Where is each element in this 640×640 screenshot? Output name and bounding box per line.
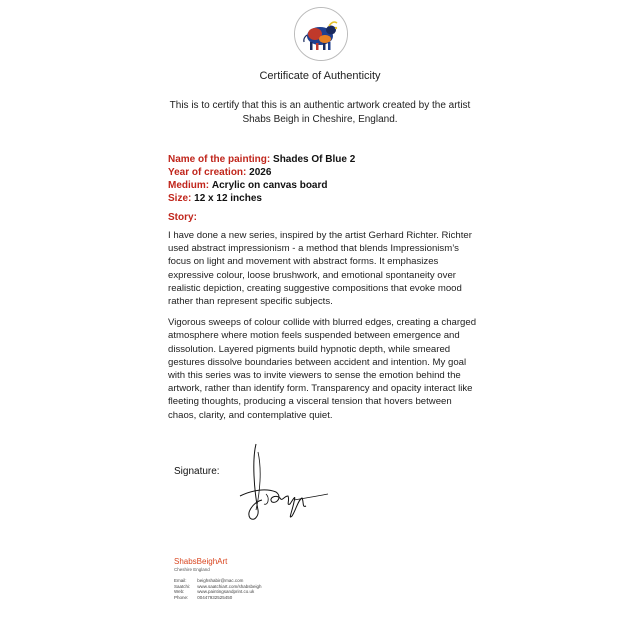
contact-details (174, 578, 262, 600)
certificate-intro (150, 99, 490, 127)
brand-location: Cheshire England (174, 567, 210, 572)
painting-colon: : (266, 154, 271, 165)
story-body (168, 229, 480, 430)
handwritten-signature (232, 440, 332, 530)
email-key: Email: (174, 578, 187, 583)
saatchi-key: Saatchi: (174, 583, 191, 589)
size-row (168, 192, 355, 205)
year-label: Year of creation (168, 167, 244, 178)
artwork-details (168, 153, 355, 205)
size-label: Size (168, 193, 189, 204)
web-key: Web: (174, 589, 185, 595)
contact-row-phone (174, 595, 262, 601)
phone-value: 00447932525450 (197, 594, 233, 600)
saatchi-value[interactable]: www.saatchiart.com/shabsbeigh (197, 583, 262, 589)
year-row (168, 166, 355, 179)
phone-key: Phone: (174, 594, 189, 600)
size-value: 12 x 12 inches (194, 193, 262, 204)
email-value[interactable]: beighshabir@mac.com (197, 578, 244, 583)
story-heading (168, 212, 197, 223)
medium-row (168, 179, 355, 192)
story-label: Story (168, 212, 194, 223)
brand-name: ShabsBeighArt (174, 557, 228, 566)
intro-line-1: This is to certify that this is an authentic artwork created by the artist (169, 100, 471, 111)
medium-value: Acrylic on canvas board (211, 180, 328, 191)
painting-name-value: Shades Of Blue 2 (273, 154, 356, 165)
painting-name-label: Name of the painting (168, 154, 267, 165)
certificate-title: Certificate of Authenticity (259, 70, 381, 82)
medium-label: Medium: (168, 180, 210, 191)
story-paragraph-2: Vigorous sweeps of colour collide with blurred edges, creating a charged atmosphere where motion feels suspended between emergence and dissolution. Layered pigments build hypnotic depth, while smeared gestures dissolve boundaries between accident and intention. My goal with this series was to invite viewers to sense the emotion behind the artwork, rather than identify form. Transparency and opacity interact like fleeting thoughts, producing a visceral tension that hovers between chaos, clarity, and contemplative quiet. (168, 317, 477, 421)
web-value[interactable]: www.paintingsandprint.co.uk (197, 589, 255, 595)
size-colon: : (188, 193, 192, 204)
intro-line-2: Shabs Beigh in Cheshire, England. (242, 114, 398, 125)
story-paragraph-1: I have done a new series, inspired by the artist Gerhard Richter. Richter used abstract impressionism - a method that blends Impressionism’s focus on light and movement with abstract forms. It emphasizes expressive colour, loose brushwork, and emotional spontaneity over realistic depiction, creating suggestive compositions that evoke mood rather than represent specific subjects. (168, 230, 472, 308)
year-colon: : (243, 167, 247, 178)
story-colon: : (193, 212, 197, 223)
year-value: 2026 (249, 167, 272, 178)
signature-label: Signature: (174, 466, 220, 477)
painting-name-row (168, 153, 355, 166)
bull-logo-icon (294, 7, 348, 61)
